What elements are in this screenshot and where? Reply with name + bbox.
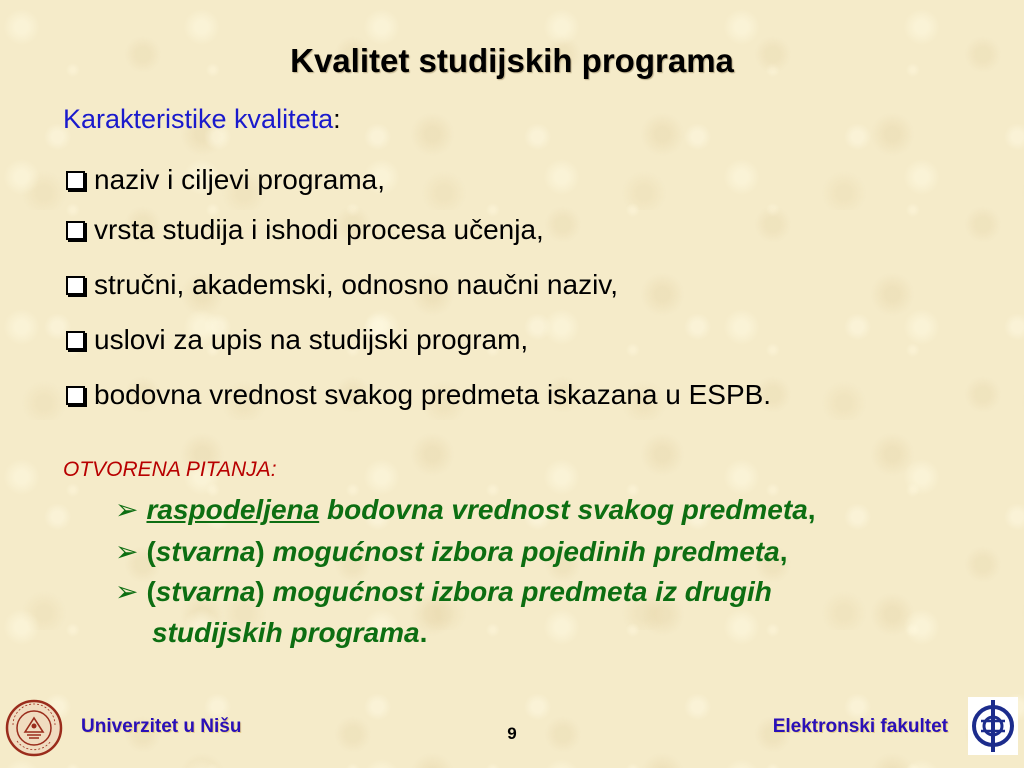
open-question-item [115,493,816,526]
page-number: 9 [507,724,517,743]
checkbox-bullet-icon [66,331,85,350]
footer-university-name: Univerzitet u Nišu [81,716,242,737]
list-item [63,324,528,356]
question-text: bodovna vrednost svakog predmeta [319,494,808,525]
question-prefix: ( [146,576,156,607]
question-emphasis: raspodeljena [146,494,320,525]
open-questions-heading: OTVORENA PITANJA: [63,458,277,481]
subtitle-colon: : [333,104,341,134]
quality-characteristics-heading [63,104,341,135]
continuation-text: studijskih programa [152,617,420,648]
footer-faculty-name: Elektronski fakultet [772,716,948,737]
checkbox-bullet-icon [66,276,85,295]
list-item-text: uslovi za upis na studijski program, [94,324,529,355]
list-item [63,214,544,246]
open-question-continuation [152,617,427,649]
list-item-text: vrsta studija i ishodi procesa učenja, [94,214,544,245]
slide-title: Kvalitet studijskih programa [290,42,734,79]
checkbox-bullet-icon [66,171,85,190]
faculty-emblem-icon [968,697,1018,755]
question-text: mogućnost izbora predmeta iz drugih [264,576,772,607]
checkbox-bullet-icon [66,386,85,405]
subtitle-keyword: Karakteristike kvaliteta [63,104,334,134]
question-suffix: ) [255,536,265,567]
list-item-text: naziv i ciljevi programa, [94,164,385,195]
list-item [63,269,618,301]
list-item [63,164,385,196]
question-emphasis: stvarna [155,576,256,607]
list-item-text: stručni, akademski, odnosno naučni naziv, [94,269,618,300]
question-prefix: ( [146,536,156,567]
question-suffix: ) [255,576,265,607]
arrow-bullet-icon: ➢ [115,576,139,607]
checkbox-bullet-icon [66,221,85,240]
list-item-text: bodovna vrednost svakog predmeta iskazana u ESPB. [94,379,772,410]
question-tail: , [779,536,788,567]
open-question-item [115,575,772,608]
arrow-bullet-icon: ➢ [115,536,139,567]
question-tail: , [807,494,816,525]
question-text: mogućnost izbora pojedinih predmeta [264,536,780,567]
continuation-tail: . [419,617,428,648]
list-item [63,379,771,411]
question-emphasis: stvarna [155,536,256,567]
open-question-item [115,535,787,568]
arrow-bullet-icon: ➢ [115,494,139,525]
